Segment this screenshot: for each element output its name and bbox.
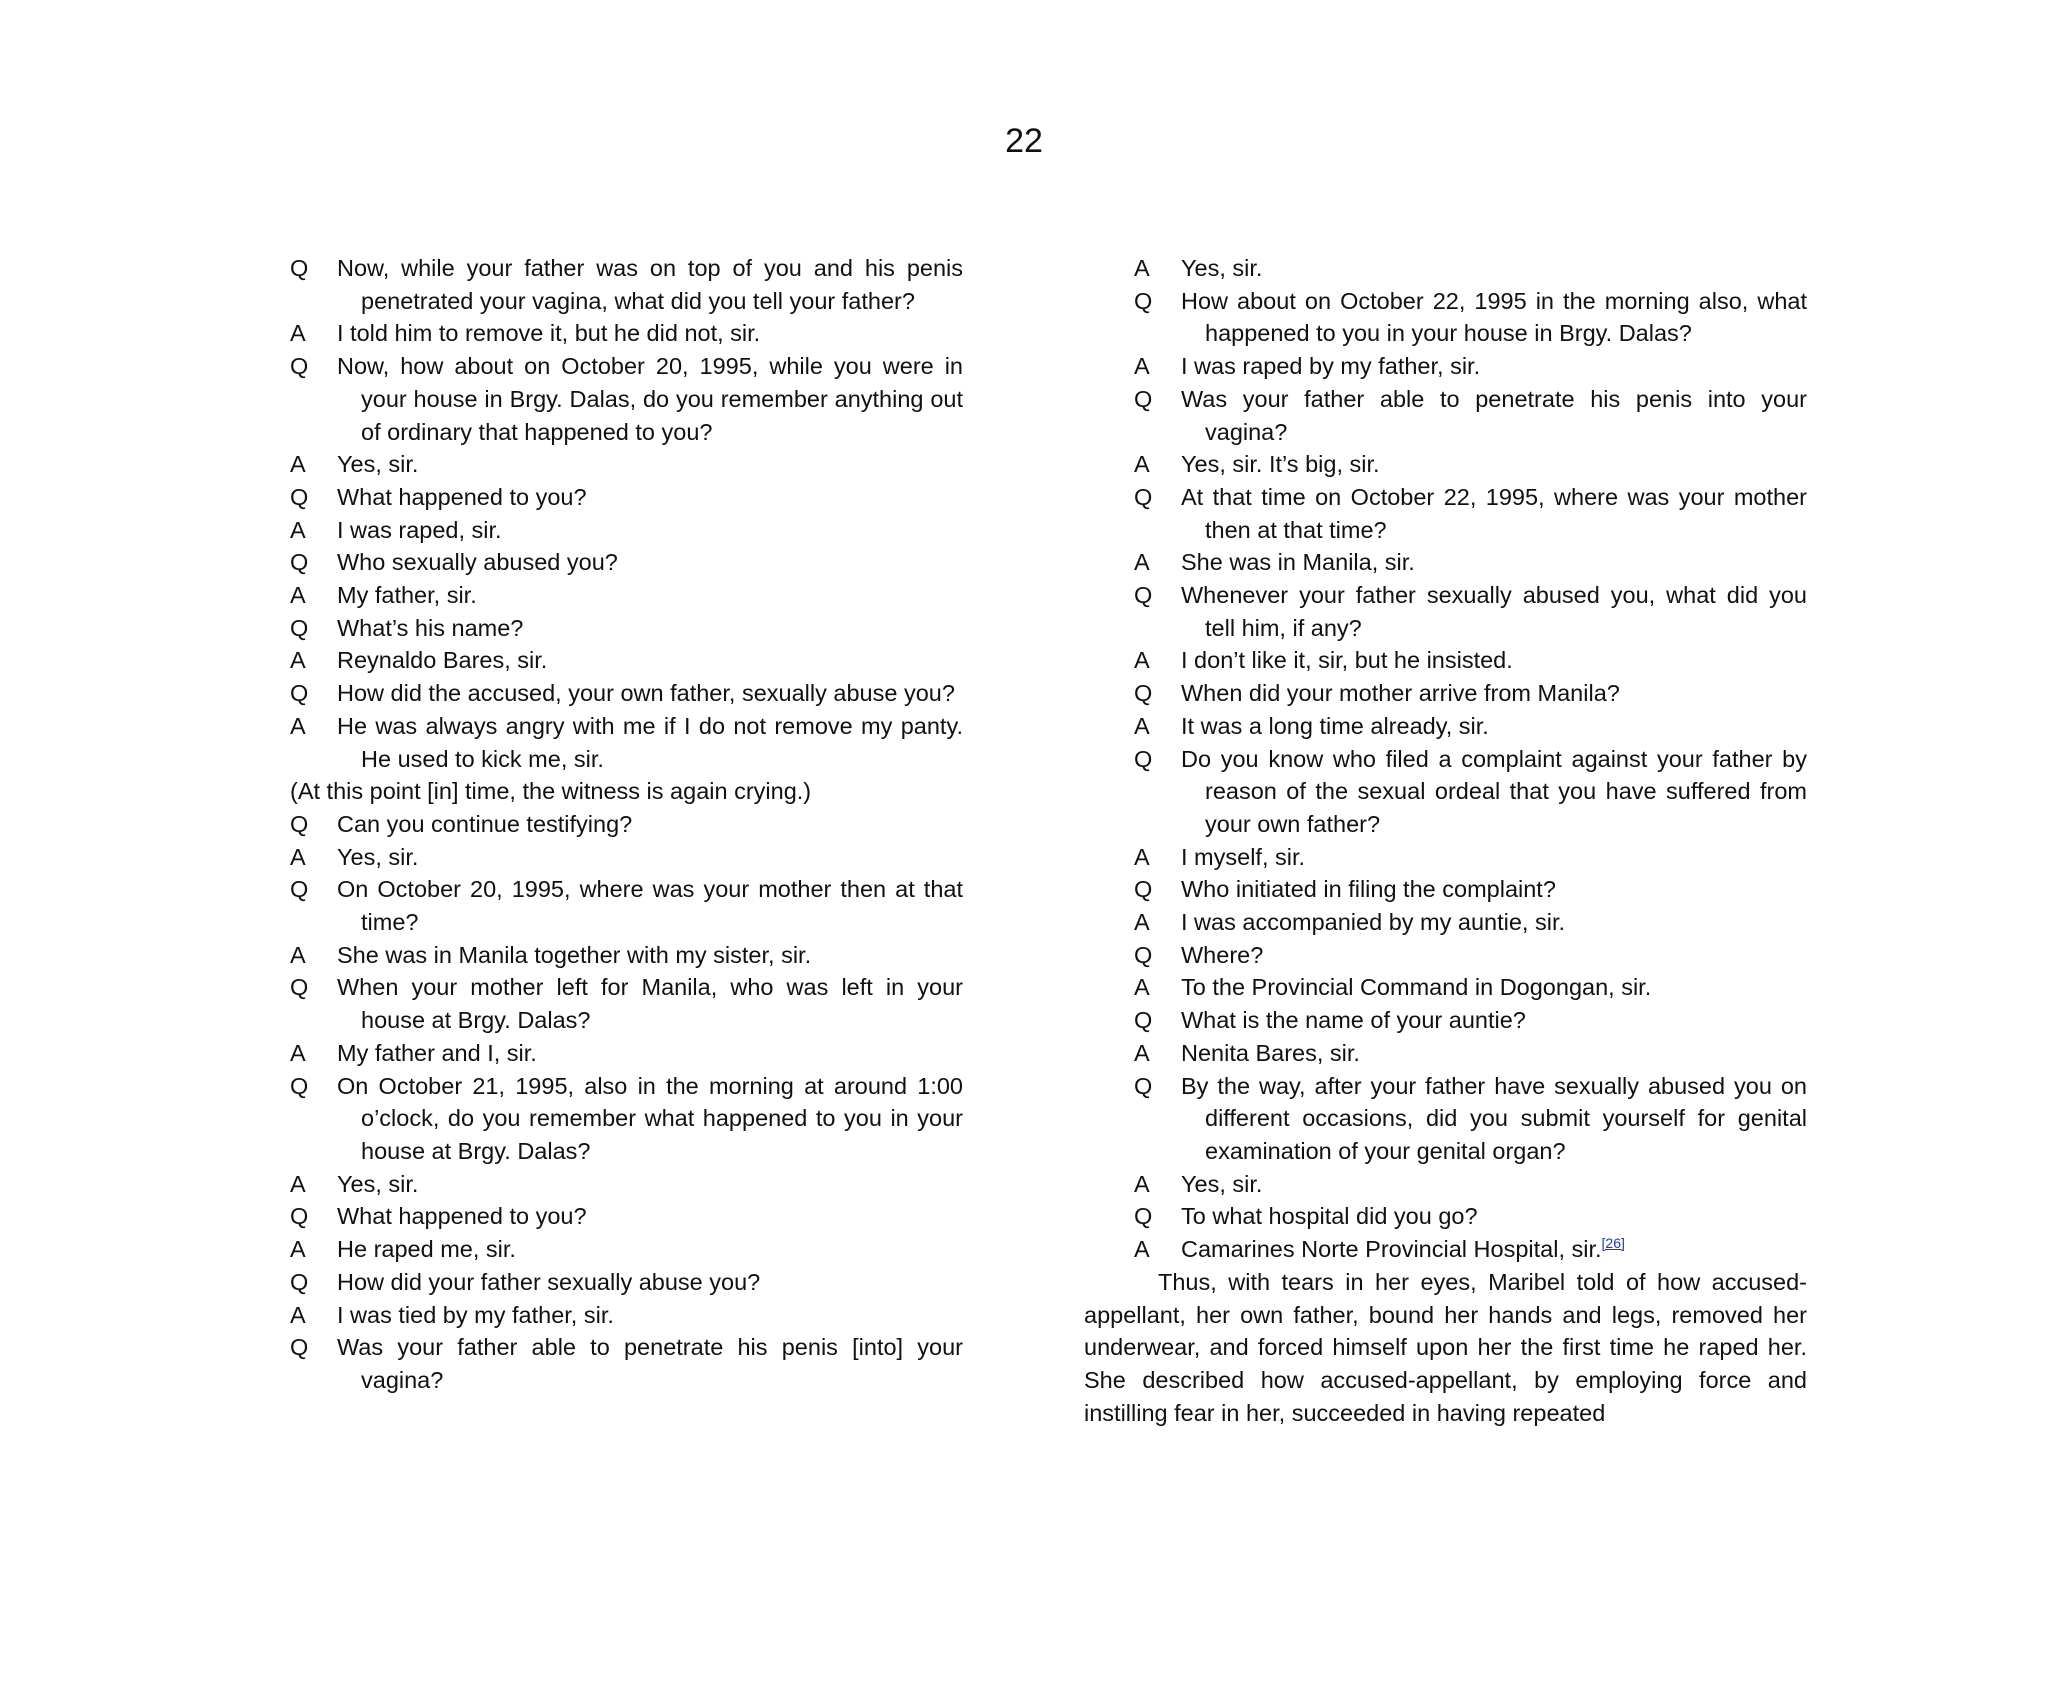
testimony-answer-last [1134,1233,1807,1266]
entry-label: Q [1134,1203,1153,1230]
entry-label: A [1134,255,1150,281]
entry-text: It was a long time already, sir. [1181,712,1489,739]
testimony-column-right [1134,252,1807,1266]
testimony-question [1134,939,1807,972]
testimony-answer [290,1233,963,1266]
last-answer-text: Camarines Norte Provincial Hospital, sir. [1181,1236,1602,1263]
entry-text: Was your father able to penetrate his penis into your vagina? [1181,385,1807,445]
entry-text: I told him to remove it, but he did not, sir. [337,320,761,347]
entry-label: Q [290,1268,309,1295]
entry-label: Q [290,1203,309,1230]
entry-text: What happened to you? [337,483,587,510]
testimony-question [290,612,963,645]
testimony-question [290,1266,963,1299]
testimony-question [1134,481,1807,546]
testimony-question [1134,677,1807,710]
entry-label: A [1134,712,1150,739]
entry-label: A [290,1236,306,1263]
testimony-question [290,481,963,514]
entry-text: To the Provincial Command in Dogongan, sir. [1181,974,1652,1001]
entry-text: At that time on October 22, 1995, where was your mother then at that time? [1181,483,1807,543]
entry-text: I don’t like it, sir, but he insisted. [1181,647,1513,674]
testimony-question [290,1200,963,1233]
entry-text: I was raped, sir. [337,516,502,543]
entry-label: A [1134,909,1150,936]
entry-label: Q [1134,876,1153,903]
entry-text: She was in Manila together with my sister, sir. [337,941,812,968]
entry-text: Reynaldo Bares, sir. [337,647,548,674]
testimony-answer [1134,448,1807,481]
entry-text: Yes, sir. [337,451,419,478]
testimony-question [1134,285,1807,350]
entry-label: A [1134,549,1150,576]
testimony-answer [290,710,963,775]
testimony-question [290,350,963,448]
testimony-question [290,808,963,841]
testimony-answer [290,317,963,350]
entry-text: How did the accused, your own father, sexually abuse you? [337,680,955,707]
testimony-question [1134,1004,1807,1037]
testimony-question [290,677,963,710]
entry-label: Q [290,1334,309,1361]
entry-label: A [290,582,306,609]
entry-label: Q [290,1072,309,1099]
entry-label: Q [1134,1007,1153,1034]
entry-text: Do you know who filed a complaint against your father by reason of the sexual ordeal that you have suffered from your own father? [1181,745,1807,837]
entry-text: To what hospital did you go? [1181,1203,1478,1230]
entry-text: Yes, sir. [337,1170,419,1197]
entry-label: Q [1134,385,1153,412]
entry-label: A [290,1301,306,1328]
entry-text: On October 20, 1995, where was your mother then at that time? [337,876,963,936]
testimony-answer [1134,841,1807,874]
testimony-answer [1134,1037,1807,1070]
testimony-question [1134,873,1807,906]
entry-text: How about on October 22, 1995 in the morning also, what happened to you in your house in Brgy. Dalas? [1181,287,1807,347]
testimony-answer [290,841,963,874]
entry-label: Q [1134,745,1153,772]
testimony-answer [1134,710,1807,743]
entry-label: A [290,320,306,347]
entry-label: Q [290,614,309,641]
entry-text: He raped me, sir. [337,1236,516,1263]
entry-label: Q [290,680,309,707]
entry-label: A [1134,647,1150,674]
entry-label: A [290,1039,306,1066]
entry-text: She was in Manila, sir. [1181,549,1415,576]
entry-text: I was tied by my father, sir. [337,1301,614,1328]
entry-label: A [1134,1236,1150,1263]
entry-text: What is the name of your auntie? [1181,1007,1526,1034]
entry-text: Whenever your father sexually abused you, what did you tell him, if any? [1181,582,1807,641]
entry-text: I was accompanied by my auntie, sir. [1181,909,1566,936]
testimony-answer [290,1037,963,1070]
entry-label: Q [290,810,309,837]
testimony-question [1134,579,1807,644]
entry-label: A [290,843,306,870]
entry-text: Was your father able to penetrate his penis [into] your vagina? [337,1334,963,1393]
testimony-question [290,1070,963,1168]
entry-text: Now, while your father was on top of you and his penis penetrated your vagina, what did you tell your father? [337,255,963,314]
entry-text: I was raped by my father, sir. [1181,353,1481,380]
entry-label: A [1134,1039,1150,1066]
testimony-question [290,1331,963,1396]
entry-label: A [290,647,306,674]
entry-text: By the way, after your father have sexually abused you on different occasions, did you submit yourself for genital examination of your genital organ? [1181,1072,1807,1164]
entry-label: A [1134,1170,1150,1197]
entry-text: Who sexually abused you? [337,549,618,576]
testimony-answer [1134,350,1807,383]
testimony-answer [290,1299,963,1332]
testimony-answer [290,644,963,677]
entry-text: When did your mother arrive from Manila? [1181,680,1620,707]
entry-label: Q [1134,1072,1153,1099]
testimony-question [290,873,963,938]
footnote-link-26[interactable]: [26] [1601,1235,1625,1252]
entry-text: He was always angry with me if I do not remove my panty. He used to kick me, sir. [337,712,963,772]
entry-label: A [290,516,306,543]
entry-text: On October 21, 1995, also in the morning at around 1:00 o’clock, do you remember what happened to you in your house at Brgy. Dalas? [337,1072,963,1164]
entry-label: A [1134,974,1150,1001]
testimony-question [1134,743,1807,841]
page-number: 22 [1005,122,1043,160]
entry-text: What’s his name? [337,614,524,641]
closing-paragraph: Thus, with tears in her eyes, Maribel told of how accused-appellant, her own father, bound her hands and legs, removed her underwear, and forced himself upon her the first time he raped her. She described how accused-appellant, by employing force and instilling fear in her, succeeded in having repeated [1084,1269,1807,1426]
entry-text [1181,1233,1807,1266]
testimony-answer [1134,971,1807,1004]
entry-text: My father and I, sir. [337,1039,537,1066]
testimony-answer [1134,644,1807,677]
entry-label: Q [1134,680,1153,707]
entry-label: A [1134,451,1150,478]
testimony-answer [290,939,963,972]
testimony-question [290,546,963,579]
entry-text: Nenita Bares, sir. [1181,1039,1360,1066]
entry-label: Q [290,255,309,281]
testimony-entries-right [1134,252,1807,1233]
testimony-question [1134,383,1807,448]
testimony-answer [1134,252,1807,285]
entry-text: Can you continue testifying? [337,810,633,837]
entry-text: What happened to you? [337,1203,587,1230]
entry-text: When your mother left for Manila, who was left in your house at Brgy. Dalas? [337,974,963,1034]
entry-label: Q [1134,483,1153,510]
testimony-question [1134,1070,1807,1168]
entry-label: Q [1134,582,1153,609]
entry-text: Who initiated in filing the complaint? [1181,876,1556,903]
testimony-answer [290,514,963,547]
entry-text: Where? [1181,941,1264,968]
testimony-answer [290,579,963,612]
transcript-note: (At this point [in] time, the witness is again crying.) [290,778,812,805]
entry-label: Q [1134,287,1153,314]
testimony-answer [1134,1168,1807,1201]
testimony-answer [1134,906,1807,939]
testimony-question [1134,1200,1807,1233]
entry-label: A [290,941,306,968]
testimony-answer [290,448,963,481]
entry-label: A [290,712,306,739]
entry-text: How did your father sexually abuse you? [337,1268,761,1295]
testimony-question [290,971,963,1036]
entry-label: A [1134,843,1150,870]
entry-label: Q [290,353,309,380]
entry-text: Now, how about on October 20, 1995, while you were in your house in Brgy. Dalas, do you remember anything out of ordinary that happened to you? [337,353,963,445]
entry-text: My father, sir. [337,582,477,609]
testimony-answer [1134,546,1807,579]
testimony-question [290,252,963,317]
closing-paragraph-wrapper [1084,1266,1807,1430]
entry-label: Q [290,549,309,576]
entry-label: A [290,451,306,478]
entry-text: I myself, sir. [1181,843,1306,870]
entry-label: Q [290,974,309,1001]
entry-text: Yes, sir. [337,843,419,870]
testimony-column-left [290,252,963,1397]
testimony-answer [290,1168,963,1201]
entry-text: Yes, sir. [1181,1170,1263,1197]
entry-label: Q [290,876,309,903]
entry-label: Q [290,483,309,510]
entry-label: A [1134,353,1150,380]
entry-label: Q [1134,941,1153,968]
entry-text: Yes, sir. [1181,255,1263,281]
entry-label: A [290,1170,306,1197]
entry-text: Yes, sir. It’s big, sir. [1181,451,1380,478]
